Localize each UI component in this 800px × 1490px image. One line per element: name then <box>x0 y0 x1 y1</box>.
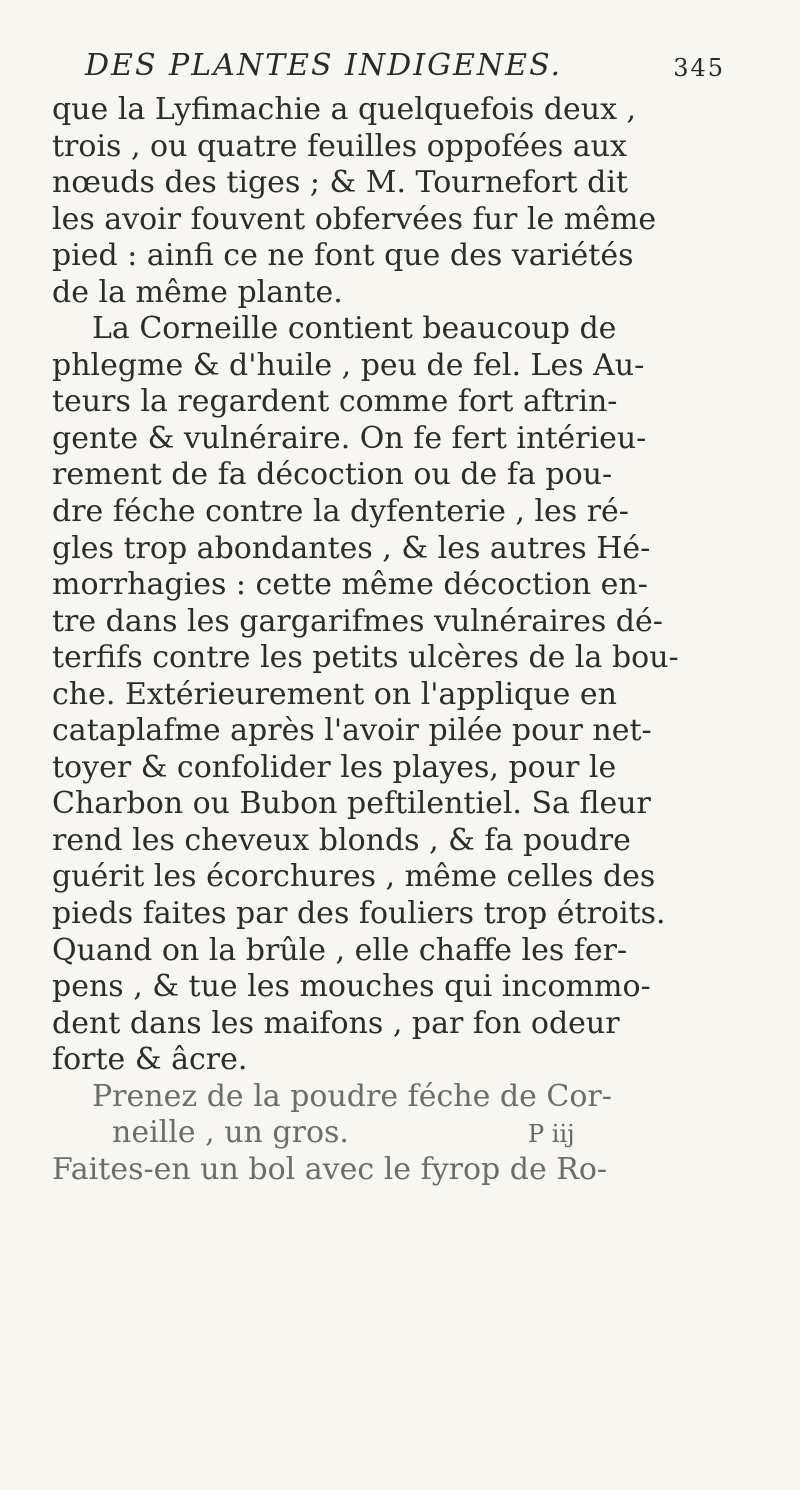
paragraph-start-line: La Corneille contient beaucoup de <box>92 311 617 347</box>
text-line: Charbon ou Bubon peftilentiel. Sa fleur <box>52 786 651 822</box>
text-line: pieds faites par des fouliers trop étroits. <box>52 896 666 932</box>
text-line: pied : ainfi ce ne font que des variétés <box>52 238 634 274</box>
text-line: toyer & confolider les playes, pour le <box>52 749 617 785</box>
text-line: terfifs contre les petits ulcères de la bou- <box>52 640 679 676</box>
text-line: forte & âcre. <box>52 1042 248 1078</box>
body-text <box>52 92 772 1188</box>
text-line: che. Extérieurement on l'applique en <box>52 676 617 712</box>
text-line: teurs la regardent comme fort aftrin- <box>52 384 618 420</box>
text-line: de la même plante. <box>52 274 343 310</box>
text-line: morrhagies : cette même décoction en- <box>52 567 648 603</box>
text-line: phlegme & d'huile , peu de fel. Les Au- <box>52 347 645 383</box>
text-line: gente & vulnéraire. On fe fert intérieu- <box>52 420 647 456</box>
text-line: cataplafme après l'avoir pilée pour net- <box>52 713 652 749</box>
text-line: Quand on la brûle , elle chaffe les fer- <box>52 932 628 968</box>
recipe-line: Faites-en un bol avec le fyrop de Ro- <box>52 1151 608 1187</box>
text-line: pens , & tue les mouches qui incommo- <box>52 969 651 1005</box>
running-title: DES PLANTES INDIGENES. <box>85 48 563 83</box>
text-line: dre féche contre la dyfenterie , les ré- <box>52 494 629 530</box>
text-line: tre dans les gargarifmes vulnéraires dé- <box>52 603 663 639</box>
text-line: rement de fa décoction ou de fa pou- <box>52 457 613 493</box>
text-line: que la Lyfimachie a quelquefois deux , <box>52 92 637 127</box>
recipe-line: Prenez de la poudre féche de Cor- <box>92 1078 612 1114</box>
signature-mark: P iij <box>528 1120 575 1148</box>
text-line: les avoir fouvent obfervées fur le même <box>52 201 657 237</box>
text-line: trois , ou quatre feuilles oppofées aux <box>52 128 627 164</box>
text-line: gles trop abondantes , & les autres Hé- <box>52 530 651 566</box>
text-line: dent dans les maifons , par fon odeur <box>52 1005 620 1041</box>
recipe-line: neille , un gros. <box>112 1115 349 1151</box>
text-line: rend les cheveux blonds , & fa poudre <box>52 822 631 858</box>
text-line: guérit les écorchures , même celles des <box>52 859 656 895</box>
page-number: 345 <box>673 54 725 82</box>
text-line: nœuds des tiges ; & M. Tournefort dit <box>52 165 628 201</box>
page-header <box>85 48 725 88</box>
